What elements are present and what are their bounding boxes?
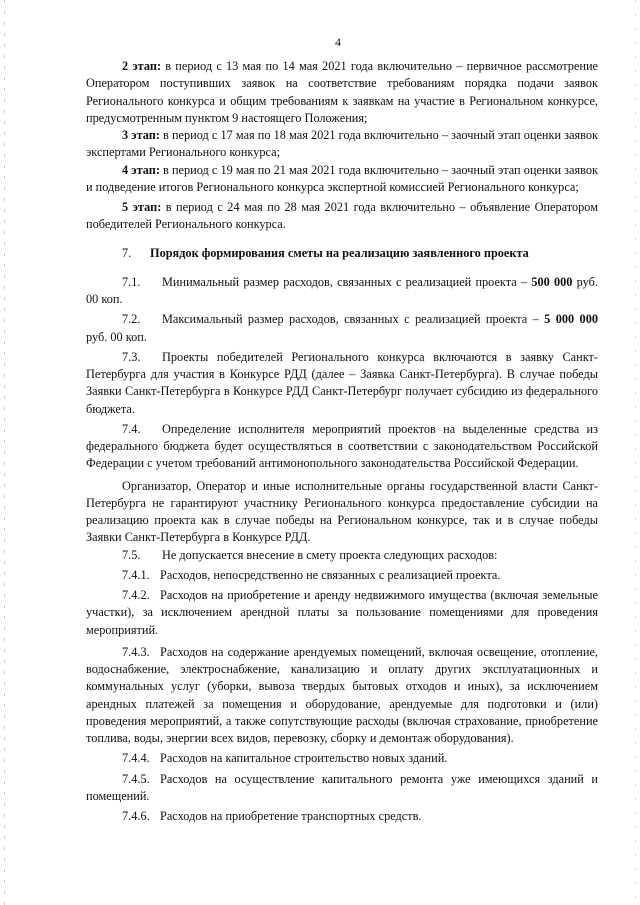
item-7-4-3-text: Расходов на содержание арендуемых помещений, включая освещение, отопление, водоснабжение, электроснабжение, канализацию и оплату других эксплуатационных и коммунальных услуг (уборки, вывоза твердых бытовых отходов и иных), за исключением арендных платежей за помещения и оборудование, арендуемые для подготовки и (или) проведения мероприятий, а также сопутствующие расходы (включая страхование, приобретение топлива, воды, энергии всех видов, перевозку, сборку и демонтаж оборудования). [86,644,598,745]
stage-5-label: 5 этап: [122,200,162,214]
stage-2-text: в период с 13 мая по 14 мая 2021 года включительно – первичное рассмотрение Оператором поступивших заявок на соответствие требованиям порядка подачи заявок Регионального конкурса и общим требованиям к заявкам на участие в Региональном конкурсе, предусмотренным пунктом 9 настоящего Положения; [86,59,598,125]
item-7-4-1-number: 7.4.1. [122,567,150,582]
item-7-5-text: Не допускается внесение в смету проекта следующих расходов: [162,547,498,562]
item-7-4-1 [86,567,598,584]
stage-4-label: 4 этап: [122,162,160,177]
item-7-2 [86,311,598,346]
item-7-4-4-number: 7.4.4. [122,751,150,766]
item-7-4-number: 7.4. [122,421,141,436]
item-7-4 [86,421,598,473]
document-body [86,58,598,825]
item-7-4-2 [86,587,598,639]
item-7-3-text: Проекты победителей Регионального конкурса включаются в заявку Санкт-Петербурга для участия в Конкурсе РДД (далее – Заявка Санкт-Петербурга). В случае победы Заявки Санкт-Петербурга в Конкурсе РДД Санкт-Петербург получает субсидию из федерального бюджета. [86,349,598,416]
section-heading [86,245,598,262]
stage-4-paragraph [86,162,598,197]
item-7-5 [86,547,598,564]
page-number: 4 [335,35,341,49]
scan-edge-left [4,0,5,905]
item-7-4-6-number: 7.4.6. [122,809,150,823]
section-title: Порядок формирования сметы на реализацию заявленного проекта [150,245,529,260]
item-7-4-2-number: 7.4.2. [122,588,150,602]
item-7-1 [86,274,598,309]
item-7-1-tail: руб. 00 коп. [86,274,598,306]
item-7-4-1-text: Расходов, непосредственно не связанных с реализацией проекта. [160,567,501,582]
stage-3-paragraph [86,127,598,162]
item-7-4-4-text: Расходов на капитальное строительство новых зданий. [160,751,448,766]
item-7-4-4 [86,750,598,767]
item-7-2-text: Максимальный размер расходов, связанных с реализацией проекта – [162,312,545,327]
item-7-1-number: 7.1. [122,274,141,289]
stage-4-text: в период с 19 мая по 21 мая 2021 года включительно – заочный этап оценки заявок и подведение итогов Регионального конкурса экспертной комиссией Регионального конкурса; [86,162,598,194]
item-7-4-6-text: Расходов на приобретение транспортных средств. [160,809,422,823]
item-7-5-number: 7.5. [122,547,141,562]
stage-2-label: 2 этап: [122,59,162,73]
item-7-4-3-number: 7.4.3. [122,644,150,659]
item-7-4-6 [86,808,598,825]
scan-edge-right [635,0,636,905]
item-7-2-amount: 5 000 000 [544,312,598,327]
item-7-2-number: 7.2. [122,312,141,327]
stage-3-text: в период с 17 мая по 18 мая 2021 года включительно – заочный этап оценки заявок экспертами Регионального конкурса; [86,128,598,160]
section-number: 7. [122,245,132,260]
stage-5-text: в период с 24 мая по 28 мая 2021 года включительно – объявление Оператором победителей Регионального конкурса. [86,200,598,232]
item-7-2-tail: руб. 00 коп. [86,329,147,344]
item-7-1-amount: 500 000 [531,274,573,289]
item-7-4-3 [86,644,598,748]
item-7-4-5 [86,771,598,806]
stage-5-paragraph [86,199,598,234]
item-7-4-5-number: 7.4.5. [122,771,150,786]
item-7-3 [86,349,598,418]
item-7-1-text: Минимальный размер расходов, связанных с реализацией проекта – [162,274,532,289]
item-7-4-2-text: Расходов на приобретение и аренду недвижимого имущества (включая земельные участки), за исключением арендной платы за пользование помещениями для проведения мероприятий. [86,588,598,637]
stage-3-label: 3 этап: [122,128,160,142]
item-7-3-number: 7.3. [122,349,141,364]
item-7-4-text: Определение исполнителя мероприятий проектов на выделенные средства из федерального бюджета будет осуществляться в соответствии с законодательством Российской Федерации с учетом требований антимонопольного законодательства Российской Федерации. [86,421,598,471]
item-7-4-5-text: Расходов на осуществление капитального ремонта уже имеющихся зданий и помещений. [86,771,598,803]
organizer-paragraph: Организатор, Оператор и иные исполнительные органы государственной власти Санкт-Петербурга не гарантируют участнику Регионального конкурса предоставление субсидии на реализацию проекта как в случае победы на Региональном конкурсе, так и в случае победы Заявки Санкт-Петербурга в Конкурсе РДД. [86,478,598,545]
stage-2-paragraph [86,58,598,127]
